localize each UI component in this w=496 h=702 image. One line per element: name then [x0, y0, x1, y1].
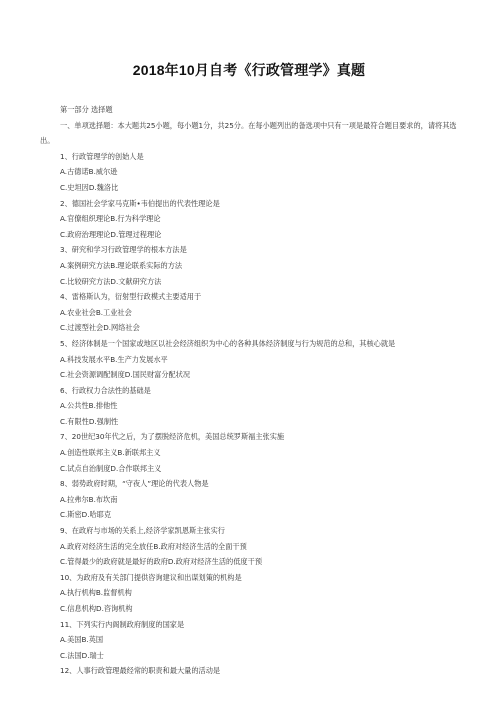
question-option: C.法国D.瑞士: [60, 650, 104, 660]
question-stem: 4、雷格斯认为，衍射型行政模式主要适用于: [60, 292, 202, 302]
question-option: C.试点自治制度D.合作联邦主义: [60, 463, 162, 473]
question-option: C.有限性D.强制性: [60, 416, 119, 426]
document-title: 2018年10月自考《行政管理学》真题: [132, 62, 366, 78]
question-stem: 1、行政管理学的创始人是: [60, 151, 144, 161]
question-option: A.执行机构B.监督机构: [60, 588, 132, 598]
question-stem: 2、德国社会学家马克斯•韦伯提出的代表性理论是: [60, 198, 220, 208]
question-option: C.管得最少的政府就是最好的政府D.政府对经济生活的低度干预: [60, 557, 263, 567]
question-stem: 7、20世纪30年代之后，为了摆脱经济危机，美国总统罗斯福主张实施: [60, 432, 285, 442]
question-option: C.比较研究方法D.文献研究方法: [60, 276, 162, 286]
question-option: A.农业社会B.工业社会: [60, 307, 132, 317]
question-option: C.政府治理理论D.管理过程理论: [60, 229, 162, 239]
question-option: C.史坦因D.魏洛比: [60, 182, 119, 192]
question-stem: 12、人事行政管理最经常的职责和最大量的活动是: [60, 666, 221, 676]
question-option: A.官僚组织理论B.行为科学理论: [60, 214, 161, 224]
part-heading: 第一部分 选择题: [60, 105, 113, 114]
question-option: C.信息机构D.咨询机构: [60, 604, 133, 613]
question-option: A.美国B.英国: [60, 635, 104, 645]
document-body: [40, 102, 458, 679]
question-option: A.政府对经济生活的完全放任B.政府对经济生活的全面干预: [60, 541, 247, 551]
question-option: A.公共性B.排他性: [60, 401, 118, 411]
question-stem: 9、在政府与市场的关系上,经济学家凯恩斯主张实行: [60, 526, 225, 536]
question-option: C.社会资源调配制度D.国民财富分配状况: [60, 370, 191, 380]
question-option: A.古德诺B.威尔逊: [60, 167, 118, 177]
question-stem: 8、弱势政府时期，“守夜人”理论的代表人物是: [60, 479, 209, 489]
question-option: A.创造性联邦主义B.新联邦主义: [60, 448, 161, 458]
question-option: C.斯密D.哈耶克: [60, 510, 112, 520]
question-stem: 11、下列实行内阁制政府制度的国家是: [60, 619, 185, 629]
question-stem: 10、为政府及有关部门提供咨询建议和出谋划策的机构是: [60, 572, 242, 582]
question-option: A.案例研究方法B.理论联系实际的方法: [60, 260, 183, 270]
question-stem: 3、研究和学习行政管理学的根本方法是: [60, 245, 187, 255]
question-stem: 6、行政权力合法性的基础是: [60, 385, 151, 395]
question-stem: 5、经济体制是一个国家或地区以社会经济组织为中心的各种具体经济制度与行为规范的总和，其核心就是: [60, 338, 396, 348]
question-option: A.拉弗尔B.布坎南: [60, 494, 118, 504]
question-option: C.过渡型社会D.网络社会: [60, 323, 140, 333]
question-list: [40, 149, 458, 679]
question-option: A.科技发展水平B.生产力发展水平: [60, 354, 168, 364]
section-instructions: 一、单项选择题：本大题共25小题，每小题1分，共25分。在每小题列出的备选项中只有一项是最符合题目要求的，请将其选出。: [40, 120, 457, 146]
